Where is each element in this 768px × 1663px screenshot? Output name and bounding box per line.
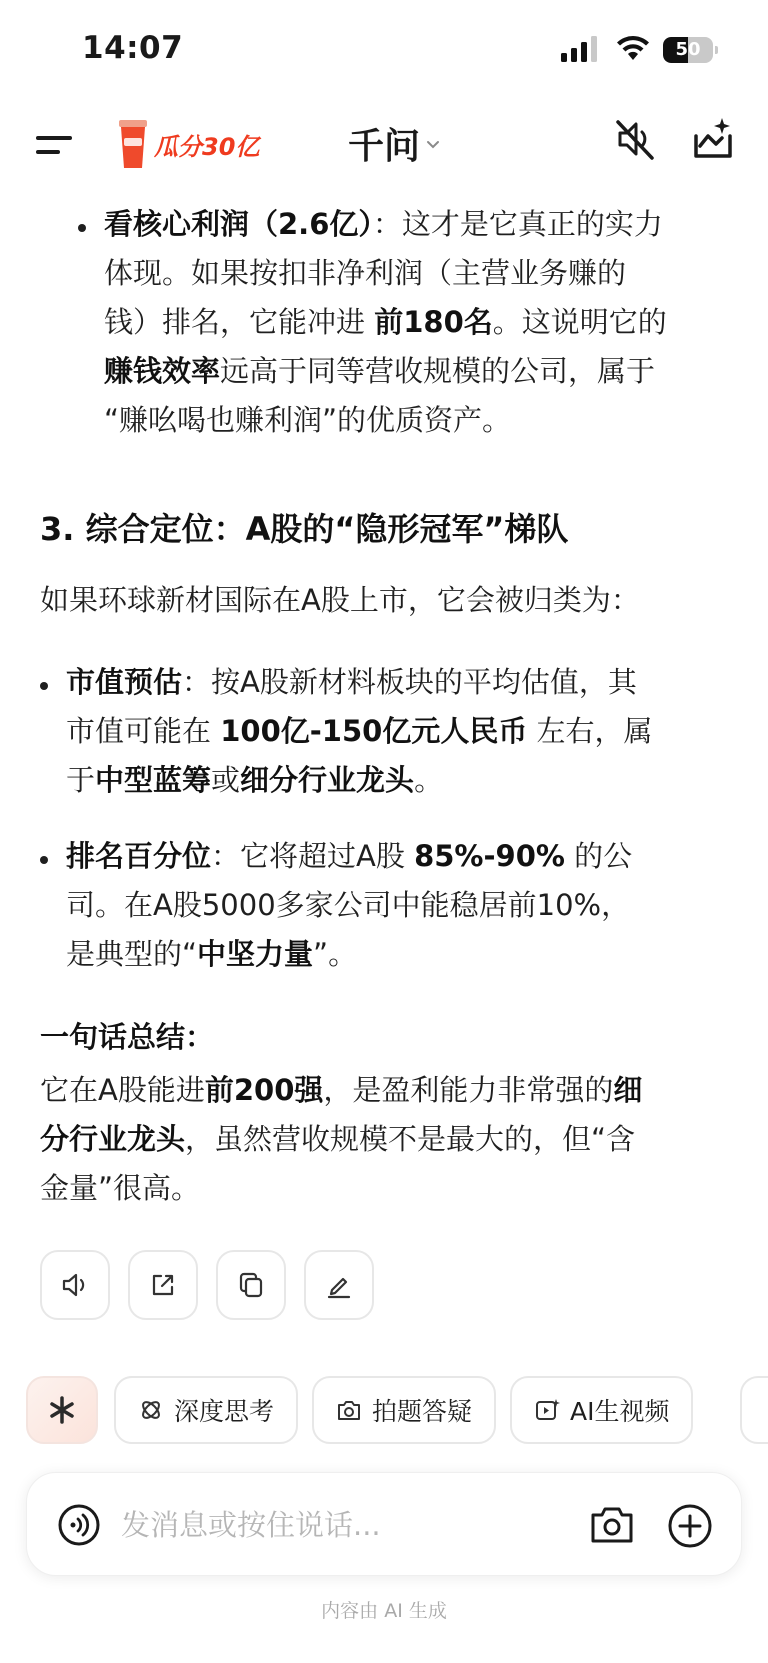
promo-banner[interactable] — [114, 114, 264, 176]
read-aloud-button[interactable] — [40, 1250, 110, 1320]
chip-label: 拍题答疑 — [372, 1397, 473, 1426]
edit-button[interactable] — [304, 1250, 374, 1320]
summary-text — [40, 1066, 642, 1213]
share-icon — [147, 1269, 179, 1301]
camera-icon[interactable] — [589, 1503, 635, 1547]
quick-action-chip[interactable] — [26, 1376, 98, 1444]
intro-text: 如果环球新材国际在A股上市，它会被归类为： — [40, 583, 640, 617]
text-line: 分行业龙头，虽然营收规模不是最大的，但“含 — [40, 1122, 636, 1156]
text-line: 金量”很高。 — [40, 1171, 201, 1205]
new-chat-icon[interactable] — [690, 114, 736, 162]
battery-icon — [663, 37, 719, 63]
text-line: 看核心利润（2.6亿）：这才是它真正的实力 — [104, 207, 663, 241]
message-input[interactable] — [121, 1499, 541, 1551]
summary-title: 一句话总结： — [40, 1020, 215, 1054]
chip-more[interactable] — [740, 1376, 768, 1444]
wifi-icon — [616, 34, 650, 62]
text-line: “赚吆喝也赚利润”的优质资产。 — [104, 403, 512, 437]
text-line: 是典型的“中坚力量”。 — [66, 937, 358, 971]
ai-disclaimer: 内容由 AI 生成 — [321, 1600, 447, 1622]
section-heading: 3. 综合定位：A股的“隐形冠军”梯队 — [40, 510, 569, 548]
promo-label: 瓜分30亿 — [154, 133, 260, 161]
cellular-signal-icon — [561, 36, 601, 62]
deep-think-icon — [138, 1397, 164, 1423]
status-time: 14:07 — [82, 30, 184, 66]
ai-video-icon — [534, 1397, 560, 1423]
copy-icon — [235, 1269, 267, 1301]
nav-title: 千问 — [348, 125, 421, 167]
text-line: 体现。如果按扣非净利润（主营业务赚的 — [104, 256, 627, 290]
share-button[interactable] — [128, 1250, 198, 1320]
text-line: 赚钱效率远高于同等营收规模的公司，属于 — [104, 354, 656, 388]
chip-ai-video[interactable] — [510, 1376, 693, 1444]
chip-deep-think[interactable] — [114, 1376, 298, 1444]
text-line: 司。在A股5000多家公司中能稳居前10%， — [66, 888, 631, 922]
bullet-dot — [40, 682, 48, 690]
photo-question-icon — [336, 1397, 362, 1423]
voice-input-icon[interactable] — [57, 1503, 101, 1547]
mute-icon[interactable] — [612, 116, 656, 162]
bullet-core-profit — [104, 200, 667, 445]
bullet-market-cap — [66, 658, 653, 805]
text-line: 它在A股能进前200强，是盈利能力非常强的细 — [40, 1073, 643, 1107]
bullet-dot — [40, 856, 48, 864]
text-line: 钱）排名，它能冲进 前180名。这说明它的 — [104, 305, 667, 339]
copy-button[interactable] — [216, 1250, 286, 1320]
status-bar — [0, 0, 768, 100]
sparkle-icon — [47, 1395, 77, 1425]
promo-cup-icon — [116, 118, 150, 170]
feature-chips — [26, 1376, 768, 1446]
chip-label: AI生视频 — [570, 1397, 670, 1426]
bullet-percentile — [66, 832, 632, 979]
text-line: 排名百分位：它将超过A股 85%-90% 的公 — [66, 839, 633, 873]
speaker-icon — [59, 1269, 91, 1301]
chevron-down-icon — [426, 140, 440, 150]
text-line: 于中型蓝筹或细分行业龙头。 — [66, 763, 444, 797]
text-line: 市值可能在 100亿-150亿元人民币 左右，属 — [66, 714, 653, 748]
chip-photo-question[interactable] — [312, 1376, 496, 1444]
edit-icon — [323, 1269, 355, 1301]
nav-bar — [0, 100, 768, 190]
battery-level: 50 — [675, 39, 701, 60]
message-actions — [40, 1250, 374, 1320]
menu-icon[interactable] — [34, 128, 76, 162]
text-line: 市值预估：按A股新材料板块的平均估值，其 — [66, 665, 637, 699]
plus-icon[interactable] — [667, 1503, 713, 1549]
model-selector[interactable] — [348, 118, 440, 168]
message-input-bar — [26, 1472, 742, 1576]
bullet-dot — [78, 224, 86, 232]
chip-label: 深度思考 — [174, 1397, 275, 1426]
